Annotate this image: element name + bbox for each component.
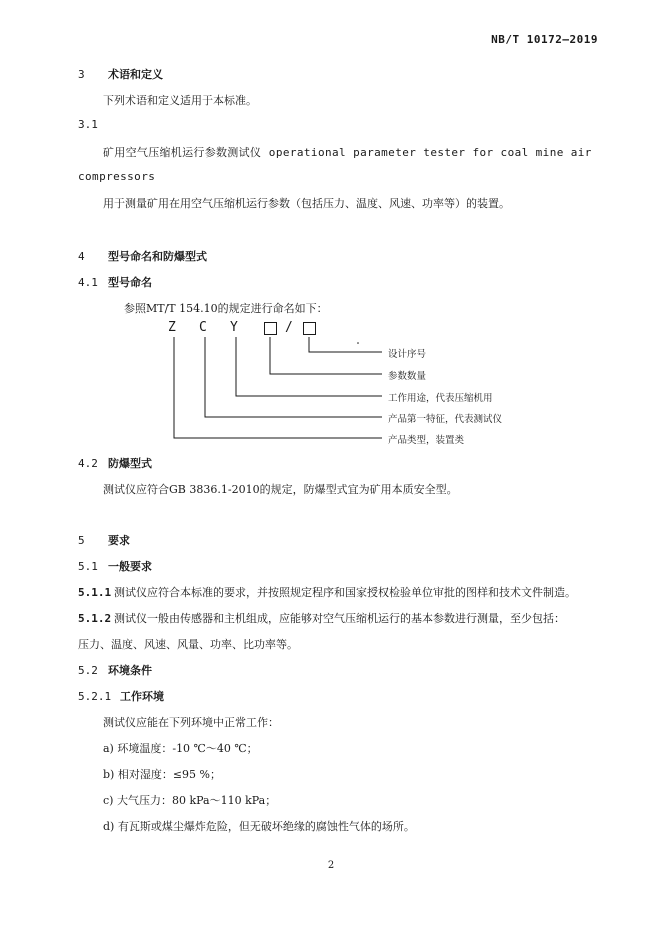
- clause-number: 5.1.2: [78, 612, 112, 625]
- env-item-b: b) 相对湿度：≤95 %；: [103, 768, 221, 781]
- explosion-proof-text: 测试仪应符合GB 3836.1-2010的规定，防爆型式宜为矿用本质安全型。: [103, 483, 458, 496]
- env-item-c: c) 大气压力：80 kPa～110 kPa；: [103, 794, 277, 807]
- section-number: 4: [78, 250, 85, 263]
- label-usage: 工作用途，代表压缩机用: [388, 393, 493, 404]
- clause-text: 测试仪一般由传感器和主机组成，应能够对空气压缩机运行的基本参数进行测量，至少包括：: [114, 612, 565, 625]
- code-char-c: C: [199, 320, 207, 335]
- section-3-intro: 下列术语和定义适用于本标准。: [103, 94, 257, 107]
- section-5-2-1-heading: [78, 688, 164, 704]
- section-number: 4.2: [78, 457, 98, 470]
- page-number: 2: [327, 860, 335, 871]
- section-title: 型号命名: [108, 276, 152, 289]
- section-number: 5: [78, 534, 85, 547]
- term-english-cont: compressors: [78, 170, 156, 183]
- section-title: 术语和定义: [108, 68, 163, 81]
- clause-3-1-number: 3.1: [78, 118, 98, 131]
- section-5-2-heading: [78, 662, 152, 678]
- env-item-a: a) 环境温度：-10 ℃～40 ℃；: [103, 742, 258, 755]
- section-4-2-heading: [78, 455, 152, 471]
- naming-rule-text: 参照MT/T 154.10的规定进行命名如下：: [124, 302, 328, 315]
- label-first-feature: 产品第一特征，代表测试仪: [388, 414, 503, 425]
- section-title: 环境条件: [108, 664, 152, 677]
- clause-5-1-2: [78, 610, 565, 626]
- section-5-heading: [78, 532, 130, 548]
- section-title: 工作环境: [120, 690, 164, 703]
- term-definition: 用于测量矿用在用空气压缩机运行参数（包括压力、温度、风速、功率等）的装置。: [103, 197, 510, 210]
- env-item-d: d) 有瓦斯或煤尘爆炸危险，但无破坏绝缘的腐蚀性气体的场所。: [103, 820, 415, 833]
- code-separator: /: [285, 320, 293, 335]
- section-number: 4.1: [78, 276, 98, 289]
- section-title: 一般要求: [108, 560, 152, 573]
- section-number: 5.1: [78, 560, 98, 573]
- clause-5-1-2-cont: 压力、温度、风速、风量、功率、比功率等。: [78, 638, 298, 651]
- label-param-count: 参数数量: [388, 371, 427, 382]
- clause-5-1-1: [78, 584, 576, 600]
- standard-number: NB/T 10172—2019: [491, 33, 598, 46]
- code-char-y: Y: [230, 320, 238, 335]
- label-design-no: 设计序号: [388, 349, 427, 360]
- section-number: 5.2: [78, 664, 98, 677]
- section-number: 3: [78, 68, 85, 81]
- clause-text: 测试仪应符合本标准的要求，并按照规定程序和国家授权检验单位审批的图样和技术文件制造。: [114, 586, 576, 599]
- section-number: 5.2.1: [78, 690, 112, 703]
- clause-number: 5.1.1: [78, 586, 112, 599]
- section-title: 要求: [108, 534, 130, 547]
- term-chinese: 矿用空气压缩机运行参数测试仪: [103, 146, 262, 159]
- section-5-1-heading: [78, 558, 152, 574]
- environment-intro: 测试仪应能在下列环境中正常工作：: [103, 716, 279, 729]
- code-char-z: Z: [168, 320, 176, 335]
- label-product-type: 产品类型，装置类: [388, 435, 465, 446]
- term-english: operational parameter tester for coal mine air: [268, 146, 592, 159]
- section-title: 型号命名和防爆型式: [108, 250, 207, 263]
- section-title: 防爆型式: [108, 457, 152, 470]
